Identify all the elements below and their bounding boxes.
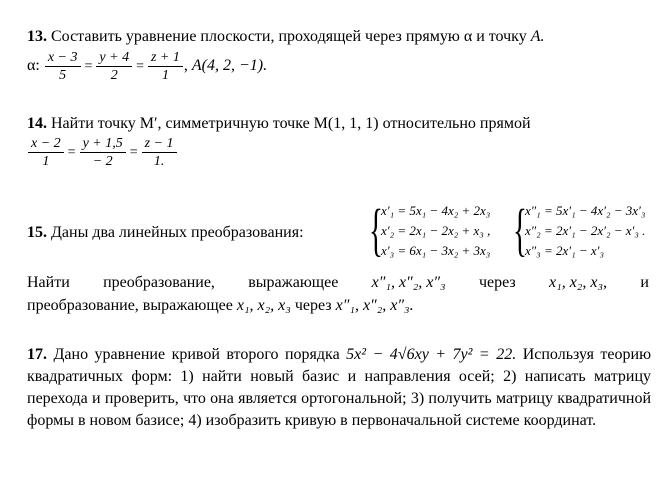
word: и	[640, 274, 649, 291]
problem-14	[27, 113, 652, 134]
problem-17-text-b: Используя теорию квадратичных форм: 1) найти новый базис и направления осей; 2) написать матрицу перехода и проверить, что она является ортогональной; 3) получить матрицу квадратичной формы в новом базисе; 4) изобразить кривую в первоначальной системе координат.	[27, 346, 652, 429]
transformation-1-row: x′₁ = 5x₁ − 4x₂ + 2x₃	[381, 203, 491, 218]
transformation-1-row: x′₃ = 6x₁ − 3x₂ + 3x₃	[381, 243, 491, 258]
variables-x-double-prime: x″₁, x″₂, x″₃	[371, 274, 446, 291]
line3-text: преобразование, выражающее	[27, 297, 237, 314]
problem-15-line-2	[27, 272, 649, 293]
word: преобразование,	[103, 274, 215, 291]
problem-17	[27, 344, 651, 432]
problem-14-text: Найти точку M′, симметричную точке M(1, 1, 1) относительно прямой	[47, 115, 531, 132]
word: через	[478, 274, 516, 291]
transformation-2-row: x″₃ = 2x′₁ − x′₃	[525, 243, 605, 258]
problem-13-number: 13.	[27, 28, 47, 45]
transformation-2-row: x″₂ = 2x′₁ − 2x′₂ − x′₃ .	[525, 223, 646, 238]
problem-14-equation: $\frac{x - 2}{1}$ = $\frac{y + 1,5}{- 2}$ = $\frac{z - 1}{1.}$	[27, 136, 652, 169]
problem-17-number: 17.	[27, 346, 47, 363]
problem-13-text: Составить уравнение плоскости, проходящей через прямую α и точку	[51, 28, 531, 45]
fraction-y: $\frac{y + 4}{2}$	[96, 50, 132, 83]
transformation-1-row: x′₂ = 2x₁ − 2x₂ + x₃ ,	[381, 223, 491, 238]
variables-x-double-prime: x″₁, x″₂, x″₃.	[335, 297, 414, 314]
problem-13-equation: α: $\frac{x - 3}{5}$ = $\frac{y + 4}{2}$ = $\frac{z + 1}{1}$ , A(4, 2, −1).	[27, 50, 268, 83]
point-coords: A(4, 2, −1).	[191, 57, 268, 75]
curve-equation: 5x² − 4√6xy + 7y² = 22.	[346, 346, 517, 363]
transformation-2: { x″₁ = 5x′₁ − 4x′₂ − 3x′₃ x″₂ = 2x′₁ − 2x′₂ − x′₃ . x″₃ = 2x′₁ − x′₃	[513, 197, 646, 262]
problem-13-point-name: A.	[530, 28, 545, 45]
problem-15-number: 15.	[27, 224, 47, 241]
transformation-1: { x′₁ = 5x₁ − 4x₂ + 2x₃ x′₂ = 2x₁ − 2x₂ + x₃ , x′₃ = 6x₁ − 3x₂ + 3x₃	[369, 197, 491, 262]
fraction-x: $\frac{x - 2}{1}$	[28, 136, 64, 169]
transformation-2-row: x″₁ = 5x′₁ − 4x′₂ − 3x′₃	[525, 203, 646, 218]
problem-15-line-3	[27, 295, 652, 316]
word: выражающее	[248, 274, 339, 291]
problem-13	[27, 26, 652, 47]
line-label: α:	[27, 57, 40, 75]
word: Найти	[27, 274, 70, 291]
fraction-x: $\frac{x - 3}{5}$	[45, 50, 81, 83]
fraction-y: $\frac{y + 1,5}{- 2}$	[80, 136, 126, 169]
problem-15-text: Даны два линейных преобразования:	[51, 224, 304, 241]
line3-text: через	[290, 297, 336, 314]
problem-15	[27, 222, 367, 243]
variables-x: x₁, x₂, x₃	[236, 297, 291, 314]
problem-14-number: 14.	[27, 115, 47, 132]
fraction-z: $\frac{z - 1}{1.}$	[142, 136, 177, 169]
variables-x: x₁, x₂, x₃,	[549, 274, 608, 291]
problem-17-text-a: Дано уравнение кривой второго порядка	[53, 346, 347, 363]
fraction-z: $\frac{z + 1}{1}$	[148, 50, 183, 83]
